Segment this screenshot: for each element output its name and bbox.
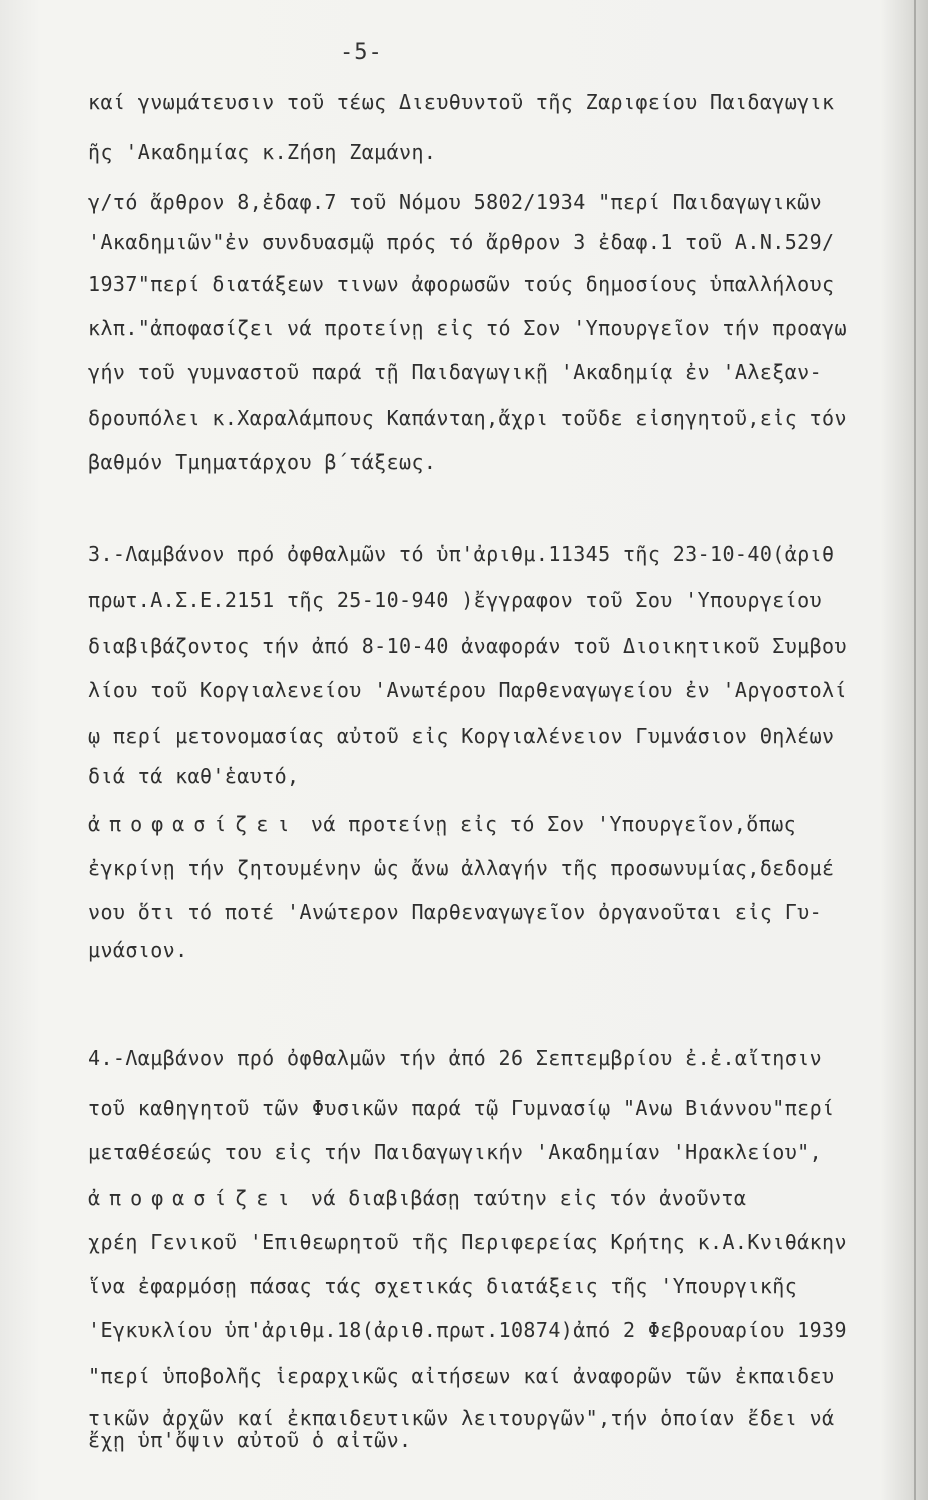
text-line: γ/τό ἄρθρον 8,ἐδαφ.7 τοῦ Νόμου 5802/1934 "περί Παιδαγωγικῶν xyxy=(88,190,823,214)
decision-word: ἀποφασίζει xyxy=(88,1186,299,1210)
text-line: 4.-Λαμβάνον πρό ὀφθαλμῶν τήν ἀπό 26 Σεπτεμβρίου ἐ.ἐ.αἴτησιν xyxy=(88,1046,823,1070)
page-number: -5- xyxy=(340,40,383,65)
text-line: 'Εγκυκλίου ὑπ'ἀριθμ.18(ἀριθ.πρωτ.10874)ἀπό 2 Φεβρουαρίου 1939 xyxy=(88,1318,847,1342)
text-line: ῆς 'Ακαδημίας κ.Ζήση Ζαμάνη. xyxy=(88,140,437,164)
text-line: χρέη Γενικοῦ 'Επιθεωρητοῦ τῆς Περιφερείας Κρήτης κ.Α.Κνιθάκην xyxy=(88,1230,847,1254)
text-segment: νά διαβιβάσῃ ταύτην εἰς τόν ἀνοῦντα xyxy=(310,1186,747,1210)
text-line: βαθμόν Τμηματάρχου β΄τάξεως. xyxy=(88,450,437,474)
text-line: λίου τοῦ Κοργιαλενείου 'Ανωτέρου Παρθεναγωγείου ἐν 'Αργοστολί xyxy=(88,678,847,702)
text-line: ἐγκρίνῃ τήν ζητουμένην ὡς ἄνω ἀλλαγήν τῆς προσωνυμίας,δεδομέ xyxy=(88,856,835,880)
text-segment: νά προτείνῃ εἰς τό Σον 'Υπουργεῖον,ὅπως xyxy=(310,812,797,836)
text-line: τοῦ καθηγητοῦ τῶν Φυσικῶν παρά τῷ Γυμνασίῳ "Ανω Βιάννου"περί xyxy=(88,1096,835,1120)
text-line: μεταθέσεώς του εἰς τήν Παιδαγωγικήν 'Ακαδημίαν 'Ηρακλείου", xyxy=(88,1140,823,1164)
text-line: 3.-Λαμβάνον πρό ὀφθαλμῶν τό ὑπ'ἀριθμ.11345 τῆς 23-10-40(ἀριθ xyxy=(88,542,835,566)
text-line: ἵνα ἐφαρμόσῃ πάσας τάς σχετικάς διατάξεις τῆς 'Υπουργικῆς xyxy=(88,1274,798,1298)
text-line: μνάσιον. xyxy=(88,938,188,962)
decision-line xyxy=(88,1184,888,1212)
text-line: δρουπόλει κ.Χαραλάμπους Καπάνταη,ἄχρι τοῦδε εἰσηγητοῦ,εἰς τόν xyxy=(88,406,847,430)
text-line: κλπ."ἀποφασίζει νά προτείνῃ εἰς τό Σον 'Υπουργεῖον τήν προαγω xyxy=(88,316,847,340)
decision-line xyxy=(88,810,888,838)
text-line: νου ὅτι τό ποτέ 'Ανώτερον Παρθεναγωγεῖον ὀργανοῦται εἰς Γυ- xyxy=(88,900,823,924)
text-line: διαβιβάζοντος τήν ἀπό 8-10-40 ἀναφοράν τοῦ Διοικητικοῦ Συμβου xyxy=(88,634,847,658)
text-line: "περί ὑποβολῆς ἱεραρχικῶς αἰτήσεων καί ἀναφορῶν τῶν ἐκπαιδευ xyxy=(88,1364,835,1388)
text-line: γήν τοῦ γυμναστοῦ παρά τῇ Παιδαγωγικῇ 'Ακαδημίᾳ ἐν 'Αλεξαν- xyxy=(88,360,823,384)
decision-word: ἀποφασίζει xyxy=(88,812,299,836)
text-line: πρωτ.Α.Σ.Ε.2151 τῆς 25-10-940 )ἔγγραφον τοῦ Σου 'Υπουργείου xyxy=(88,588,823,612)
text-line: διά τά καθ'ἑαυτό, xyxy=(88,764,300,788)
text-line: ἔχῃ ὑπ'ὄψιν αὐτοῦ ὁ αἰτῶν. xyxy=(88,1428,412,1452)
text-line: 'Ακαδημιῶν"ἐν συνδυασμῷ πρός τό ἄρθρον 3 ἐδαφ.1 τοῦ Α.Ν.529/ xyxy=(88,230,835,254)
text-line: καί γνωμάτευσιν τοῦ τέως Διευθυντοῦ τῆς Ζαριφείου Παιδαγωγικ xyxy=(88,90,835,114)
text-line: ῳ περί μετονομασίας αὐτοῦ εἰς Κοργιαλένειον Γυμνάσιον Θηλέων xyxy=(88,724,835,748)
text-line: τικῶν ἀρχῶν καί ἐκπαιδευτικῶν λειτουργῶν",τήν ὁποίαν ἔδει νά xyxy=(88,1406,835,1430)
page-edge xyxy=(914,0,916,1500)
text-line: 1937"περί διατάξεων τινων ἀφορωσῶν τούς δημοσίους ὑπαλλήλους xyxy=(88,272,835,296)
